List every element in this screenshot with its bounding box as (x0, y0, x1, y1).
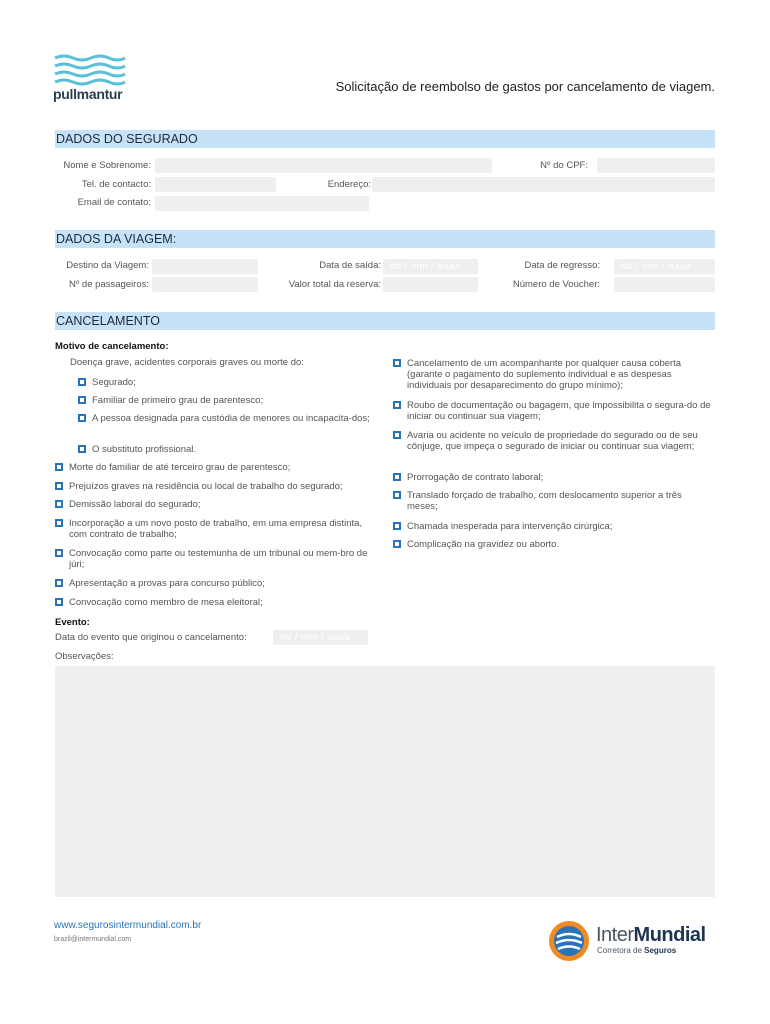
saida-date-field[interactable]: dd / mm / aaaa (383, 259, 478, 274)
option-demissao[interactable]: Demissão laboral do segurado; (55, 499, 375, 510)
checkbox[interactable] (393, 359, 401, 367)
waves-icon (53, 54, 127, 86)
endereco-field[interactable] (372, 177, 715, 192)
option-convocacao-tribunal[interactable]: Convocação como parte ou testemunha de um tribunal ou mem-bro de júri; (55, 548, 373, 570)
checkbox[interactable] (393, 431, 401, 439)
cpf-field[interactable] (597, 158, 715, 173)
voucher-field[interactable] (614, 277, 715, 292)
observacoes-label: Observações: (55, 651, 114, 662)
checkbox[interactable] (78, 445, 86, 453)
section-segurado: DADOS DO SEGURADO (55, 130, 715, 148)
option-pessoa-designada[interactable]: A pessoa designada para custódia de menores ou incapacita-dos; (78, 413, 374, 424)
valor-field[interactable] (383, 277, 478, 292)
option-prejuizos[interactable]: Prejuízos graves na residência ou local de trabalho do segurado; (55, 481, 375, 492)
checkbox[interactable] (78, 414, 86, 422)
section-cancelamento: CANCELAMENTO (55, 312, 715, 330)
data-evento-field[interactable]: dd / mm / aaaa (273, 630, 368, 645)
checkbox[interactable] (78, 396, 86, 404)
intermundial-subtitle: Corretora de Seguros (597, 946, 677, 955)
passageiros-label: Nº de passageiros: (68, 279, 149, 290)
checkbox[interactable] (55, 519, 63, 527)
checkbox[interactable] (393, 540, 401, 548)
email-label: Email de contato: (77, 197, 151, 208)
option-cirurgia[interactable]: Chamada inesperada para intervenção cirúrgica; (393, 521, 715, 532)
evento-heading: Evento: (55, 617, 90, 628)
option-prorrogacao[interactable]: Prorrogação de contrato laboral; (393, 472, 715, 483)
footer-email-link[interactable]: brazil@intermundial.com (54, 936, 132, 943)
valor-label: Valor total da reserva: (288, 279, 381, 290)
destino-field[interactable] (152, 259, 258, 274)
checkbox[interactable] (55, 579, 63, 587)
regresso-label: Data de regresso: (524, 260, 600, 271)
cpf-label: Nº do CPF: (540, 160, 588, 171)
option-segurado[interactable]: Segurado; (78, 377, 378, 388)
endereco-label: Endereço: (327, 179, 371, 190)
tel-field[interactable] (155, 177, 276, 192)
option-gravidez[interactable]: Complicação na gravidez ou aborto. (393, 539, 715, 550)
section-viagem: DADOS DA VIAGEM: (55, 230, 715, 248)
nome-label: Nome e Sobrenome: (63, 160, 151, 171)
option-morte-familiar[interactable]: Morte do familiar de até terceiro grau de parentesco; (55, 462, 375, 473)
saida-label: Data de saída: (319, 260, 381, 271)
brand-name: pullmantur (53, 86, 123, 102)
voucher-label: Número de Voucher: (512, 279, 600, 290)
intermundial-name: InterMundial (596, 924, 706, 946)
passageiros-field[interactable] (152, 277, 258, 292)
motivo-heading: Motivo de cancelamento: (55, 341, 169, 352)
option-mesa-eleitoral[interactable]: Convocação como membro de mesa eleitoral; (55, 597, 375, 608)
page-title: Solicitação de reembolso de gastos por cancelamento de viagem. (335, 79, 715, 94)
tel-label: Tel. de contacto: (81, 179, 151, 190)
checkbox[interactable] (393, 522, 401, 530)
email-field[interactable] (155, 196, 369, 211)
option-incorporacao[interactable]: Incorporação a um novo posto de trabalho, em uma empresa distinta, com contrato de trabalho; (55, 518, 373, 540)
checkbox[interactable] (55, 463, 63, 471)
checkbox[interactable] (393, 401, 401, 409)
checkbox[interactable] (393, 473, 401, 481)
destino-label: Destino da Viagem: (66, 260, 149, 271)
option-translado[interactable]: Translado forçado de trabalho, com deslocamento superior a três meses; (393, 490, 715, 512)
option-substituto[interactable]: O substituto profissional. (78, 444, 378, 455)
checkbox[interactable] (55, 482, 63, 490)
observacoes-textarea[interactable] (55, 666, 715, 897)
option-acompanhante[interactable]: Cancelamento de um acompanhante por qualquer causa coberta (garante o pagamento do suplemento individual e as despesas individuais por desaparecimento do grupo mínimo); (393, 358, 715, 391)
data-evento-label: Data do evento que originou o cancelamento: (55, 632, 247, 643)
checkbox[interactable] (55, 549, 63, 557)
option-avaria[interactable]: Avaria ou acidente no veículo de propriedade do segurado ou de seu cônjuge, que impeça o segurado de iniciar ou continuar sua viagem; (393, 430, 715, 452)
option-roubo[interactable]: Roubo de documentação ou bagagem, que impossibilita o segura-do de iniciar ou continuar sua viagem; (393, 400, 715, 422)
regresso-date-field[interactable]: dd / mm / aaaa (614, 259, 715, 274)
option-familiar[interactable]: Familiar de primeiro grau de parentesco; (78, 395, 378, 406)
doenca-text: Doença grave, acidentes corporais graves ou morte do: (70, 357, 304, 368)
checkbox[interactable] (55, 500, 63, 508)
checkbox[interactable] (78, 378, 86, 386)
footer-site-link[interactable]: www.segurosintermundial.com.br (54, 920, 202, 931)
intermundial-globe-icon (547, 919, 591, 963)
checkbox[interactable] (55, 598, 63, 606)
nome-field[interactable] (155, 158, 492, 173)
checkbox[interactable] (393, 491, 401, 499)
option-concurso[interactable]: Apresentação a provas para concurso público; (55, 578, 375, 589)
